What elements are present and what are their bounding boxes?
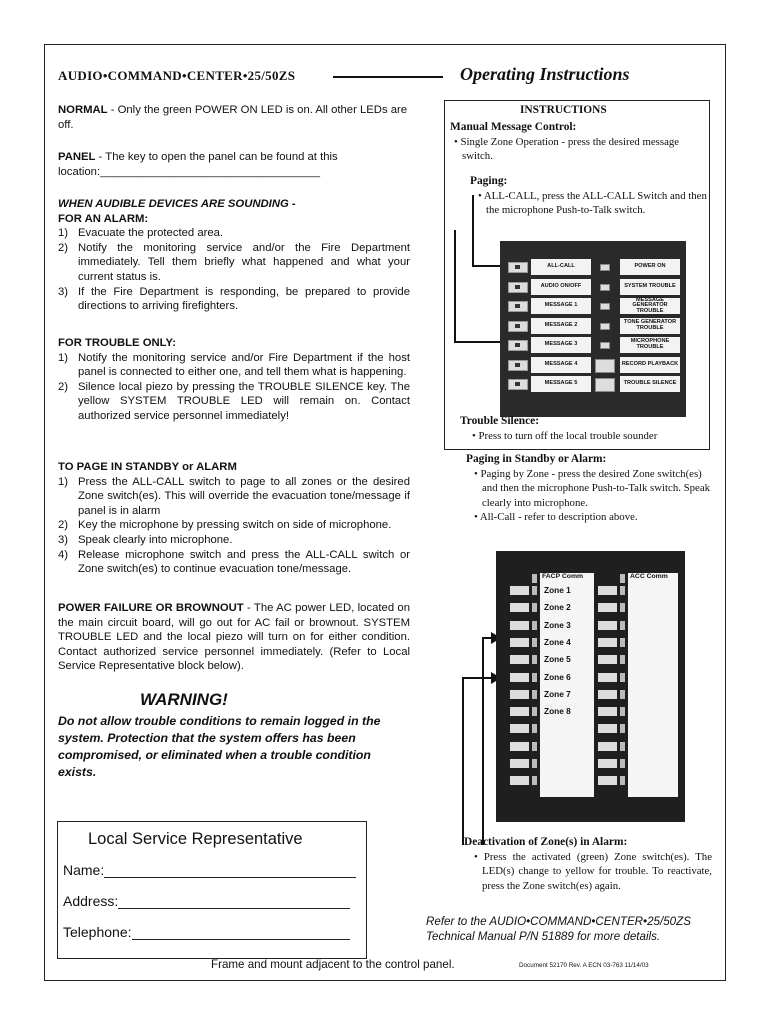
panel-status-label: TONE GENERATOR TROUBLE bbox=[620, 318, 680, 334]
pis-text-1: • Paging by Zone - press the desired Zone switch(es) and then the microphone Push-to-Talk switch. Speak clearly into microphone. bbox=[474, 467, 711, 509]
zone-switch[interactable] bbox=[510, 776, 529, 785]
list-item: 3) Speak clearly into microphone. bbox=[58, 533, 233, 546]
zone-label: Zone 8 bbox=[544, 706, 571, 717]
lsr-address-field[interactable] bbox=[118, 894, 350, 909]
panel-status-label: TROUBLE SILENCE bbox=[620, 376, 680, 392]
status-led bbox=[600, 264, 610, 271]
zone-led bbox=[532, 724, 537, 733]
panel-button[interactable] bbox=[508, 321, 528, 332]
zone-led bbox=[532, 776, 537, 785]
zone-switch[interactable] bbox=[510, 759, 529, 768]
alarm-heading: WHEN AUDIBLE DEVICES ARE SOUNDING - bbox=[58, 198, 296, 210]
local-service-box bbox=[57, 821, 367, 959]
zone-led bbox=[532, 574, 537, 583]
zone-led bbox=[620, 690, 625, 699]
refer-note bbox=[426, 915, 691, 944]
paging-text: • ALL-CALL, press the ALL-CALL Switch and then the microphone Push-to-Talk switch. bbox=[478, 189, 707, 217]
zone-led bbox=[532, 621, 537, 630]
acc-zone-switch[interactable] bbox=[598, 603, 617, 612]
zone-label: Zone 2 bbox=[544, 602, 571, 613]
zone-led bbox=[532, 603, 537, 612]
zone-led bbox=[532, 655, 537, 664]
zone-panel bbox=[496, 551, 685, 822]
panel-button[interactable] bbox=[508, 379, 528, 390]
button-led bbox=[515, 324, 520, 328]
manual-text: • Single Zone Operation - press the desired message switch. bbox=[454, 135, 680, 163]
acc-zone-switch[interactable] bbox=[598, 742, 617, 751]
power-text: - The AC power LED, located on the main circuit board, will go out for AC fail or brownout. SYSTEM TROUBLE LED and the local piezo will turn on for either condition. Contact authorized service personnel immediately. (Refer to Local Service Representative block below). bbox=[58, 602, 410, 673]
paging-standby-section bbox=[466, 452, 711, 525]
power-label: POWER FAILURE OR BROWNOUT bbox=[58, 602, 244, 614]
warning-title: WARNING! bbox=[140, 690, 228, 709]
zone-led bbox=[532, 742, 537, 751]
list-item: 1) Press the ALL-CALL switch to page to all zones or the desired Zone switch(es). This will override the evacuation tone/message if panel is in alarm bbox=[58, 475, 410, 517]
lsr-name-field[interactable] bbox=[104, 863, 356, 878]
zone-switch[interactable] bbox=[510, 603, 529, 612]
list-item: 3) If the Fire Department is responding, be prepared to provide directions to arriving firefighters. bbox=[58, 285, 410, 313]
acc-zone-switch[interactable] bbox=[598, 621, 617, 630]
acc-zone-switch[interactable] bbox=[598, 655, 617, 664]
lsr-telephone-label: Telephone: bbox=[63, 924, 132, 940]
panel-button[interactable] bbox=[508, 282, 528, 293]
page-section bbox=[58, 460, 410, 577]
status-led bbox=[600, 303, 610, 310]
button-led bbox=[515, 343, 520, 347]
trouble-heading: FOR TROUBLE ONLY: bbox=[58, 337, 176, 349]
zone-switch[interactable] bbox=[510, 690, 529, 699]
button-led bbox=[515, 382, 520, 386]
panel-button-label: ALL-CALL bbox=[531, 259, 591, 275]
normal-label: NORMAL bbox=[58, 104, 108, 116]
zone-led bbox=[532, 707, 537, 716]
deact-text: • Press the activated (green) Zone switch(es). The LED(s) change to yellow for trouble. To reactivate, press the Zone switch(es) again. bbox=[474, 850, 712, 892]
acc-zone-switch[interactable] bbox=[598, 673, 617, 682]
panel-button-label: MESSAGE 3 bbox=[531, 337, 591, 353]
pis-title: Paging in Standby or Alarm: bbox=[466, 453, 607, 465]
zone-led bbox=[620, 574, 625, 583]
manual-title: Manual Message Control: bbox=[450, 121, 577, 133]
list-item: 4) Release microphone switch and press the ALL-CALL switch or Zone switch(es) to continue evacuation tone/message. bbox=[58, 548, 410, 576]
panel-key[interactable] bbox=[595, 359, 615, 373]
zone-label: Zone 3 bbox=[544, 619, 571, 630]
button-led bbox=[515, 265, 520, 269]
zone-switch[interactable] bbox=[510, 673, 529, 682]
pis-text-2: • All-Call - refer to description above. bbox=[474, 511, 638, 524]
zone-label-column-2 bbox=[628, 573, 678, 797]
zone-led bbox=[620, 673, 625, 682]
zone-led bbox=[620, 586, 625, 595]
normal-section bbox=[58, 103, 410, 132]
annunciator-panel-1 bbox=[500, 241, 686, 417]
panel-button[interactable] bbox=[508, 301, 528, 312]
power-section bbox=[58, 601, 410, 674]
zone-led bbox=[532, 638, 537, 647]
panel-text: - The key to open the panel can be found at this location:___________________________________ bbox=[58, 151, 338, 178]
normal-text: - Only the green POWER ON LED is on. All other LEDs are off. bbox=[58, 104, 408, 131]
zone-led bbox=[620, 603, 625, 612]
zone-led bbox=[620, 724, 625, 733]
acc-zone-switch[interactable] bbox=[598, 759, 617, 768]
alarm-section bbox=[58, 197, 410, 314]
deactivation-section bbox=[464, 835, 712, 893]
manual-section bbox=[450, 120, 705, 164]
list-item: 1) Notify the monitoring service and/or Fire Department if the host panel is connected to either one, and tell them what is happening. bbox=[58, 351, 410, 379]
zone-switch[interactable] bbox=[510, 621, 529, 630]
zone-label: Zone 1 bbox=[544, 585, 571, 595]
refer-line-2: Technical Manual P/N 51889 for more details. bbox=[426, 929, 661, 943]
alarm-subheading: FOR AN ALARM: bbox=[58, 212, 149, 225]
panel-status-label: MESSAGE GENERATOR TROUBLE bbox=[620, 298, 680, 314]
lsr-name-label: Name: bbox=[63, 862, 105, 878]
panel-button[interactable] bbox=[508, 360, 528, 371]
acc-zone-switch[interactable] bbox=[598, 776, 617, 785]
panel-button-label: AUDIO ON/OFF bbox=[531, 279, 591, 295]
acc-zone-switch[interactable] bbox=[598, 638, 617, 647]
header-subtitle: Operating Instructions bbox=[460, 64, 630, 84]
ts-title: Trouble Silence: bbox=[460, 415, 539, 427]
facp-comm-label: FACP Comm bbox=[542, 573, 584, 580]
zone-led bbox=[620, 742, 625, 751]
panel-section bbox=[58, 150, 410, 179]
button-led bbox=[515, 304, 520, 308]
zone-label: Zone 7 bbox=[544, 688, 571, 699]
status-led bbox=[600, 342, 610, 349]
zone-led bbox=[532, 759, 537, 768]
panel-button-label: MESSAGE 2 bbox=[531, 318, 591, 334]
zone-led bbox=[532, 586, 537, 595]
panel-status-label: RECORD PLAYBACK bbox=[620, 357, 680, 373]
paging-title: Paging: bbox=[470, 175, 508, 187]
panel-button-label: MESSAGE 5 bbox=[531, 376, 591, 392]
zone-label: Zone 6 bbox=[544, 671, 571, 682]
status-led bbox=[600, 323, 610, 330]
trouble-section bbox=[58, 336, 410, 424]
list-item: 1) Evacuate the protected area. bbox=[58, 227, 224, 240]
zone-led bbox=[620, 707, 625, 716]
deact-title: Deactivation of Zone(s) in Alarm: bbox=[464, 836, 628, 848]
acc-zone-switch[interactable] bbox=[598, 690, 617, 699]
zone-led bbox=[620, 776, 625, 785]
button-led bbox=[515, 285, 520, 289]
panel-button-label: MESSAGE 1 bbox=[531, 298, 591, 314]
panel-status-label: POWER ON bbox=[620, 259, 680, 275]
zone-switch[interactable] bbox=[510, 655, 529, 664]
zone-led bbox=[532, 690, 537, 699]
button-led bbox=[515, 363, 520, 367]
panel-key[interactable] bbox=[595, 378, 615, 392]
instructions-title: INSTRUCTIONS bbox=[520, 104, 607, 116]
panel-button[interactable] bbox=[508, 340, 528, 351]
list-item: 2) Silence local piezo by pressing the TROUBLE SILENCE key. The yellow SYSTEM TROUBLE LED will remain on. Contact authorized service personnel immediately! bbox=[58, 380, 410, 422]
panel-label: PANEL bbox=[58, 151, 96, 163]
ts-text: • Press to turn off the local trouble sounder bbox=[472, 429, 658, 442]
zone-led bbox=[620, 759, 625, 768]
panel-button[interactable] bbox=[508, 262, 528, 273]
acc-zone-switch[interactable] bbox=[598, 724, 617, 733]
lsr-title: Local Service Representative bbox=[88, 830, 303, 848]
acc-zone-switch[interactable] bbox=[598, 586, 617, 595]
list-item: 2) Key the microphone by pressing switch on side of microphone. bbox=[58, 519, 392, 532]
list-item: 2) Notify the monitoring service and/or the Fire Department immediately. Tell them briefly what happened and what your current status is. bbox=[58, 241, 410, 283]
zone-label: Zone 4 bbox=[544, 636, 571, 647]
header-rule bbox=[333, 76, 443, 78]
trouble-silence-section bbox=[460, 414, 705, 443]
acc-zone-switch[interactable] bbox=[598, 707, 617, 716]
zone-switch[interactable] bbox=[510, 742, 529, 751]
status-led bbox=[600, 284, 610, 291]
lsr-telephone-field[interactable] bbox=[132, 925, 350, 940]
zone-led bbox=[532, 673, 537, 682]
zone-led bbox=[620, 655, 625, 664]
header-title: AUDIO•COMMAND•CENTER•25/50ZS bbox=[58, 68, 296, 83]
acc-comm-label: ACC Comm bbox=[630, 573, 668, 580]
page-heading: TO PAGE IN STANDBY or ALARM bbox=[58, 461, 237, 473]
lsr-address-label: Address: bbox=[63, 893, 119, 909]
footer-mount: Frame and mount adjacent to the control panel. bbox=[211, 958, 455, 971]
zone-switch[interactable] bbox=[510, 586, 529, 595]
warning-text: Do not allow trouble conditions to remain logged in the system. Protection that the system offers has been compromised, or eliminated when a trouble condition exists. bbox=[58, 714, 381, 779]
zone-led bbox=[620, 638, 625, 647]
panel-status-label: MICROPHONE TROUBLE bbox=[620, 337, 680, 353]
zone-label: Zone 5 bbox=[544, 654, 571, 665]
panel-button-label: MESSAGE 4 bbox=[531, 357, 591, 373]
panel-status-label: SYSTEM TROUBLE bbox=[620, 279, 680, 295]
zone-switch[interactable] bbox=[510, 638, 529, 647]
zone-switch[interactable] bbox=[510, 707, 529, 716]
document-number: Document 52170 Rev. A ECN 03-763 11/14/03 bbox=[519, 962, 649, 969]
zone-led bbox=[620, 621, 625, 630]
zone-switch[interactable] bbox=[510, 724, 529, 733]
refer-line-1: Refer to the AUDIO•COMMAND•CENTER•25/50ZS bbox=[426, 915, 691, 928]
